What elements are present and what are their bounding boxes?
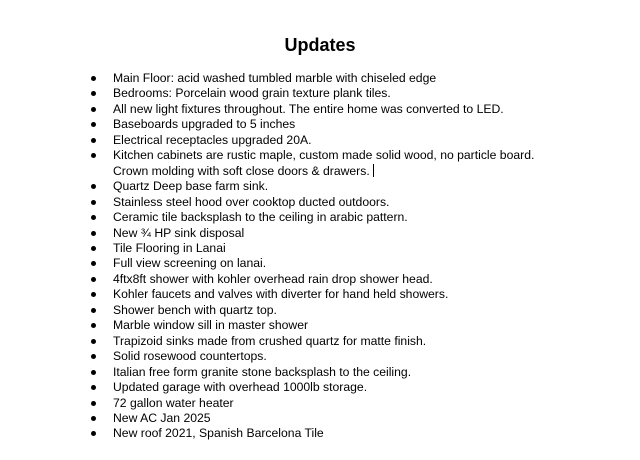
list-item — [0, 86, 640, 101]
list-item-text: Updated garage with overhead 1000lb storage. — [113, 380, 368, 395]
list-item-text: All new light fixtures throughout. The entire home was converted to LED. — [113, 101, 504, 116]
list-item — [0, 226, 640, 241]
list-item — [0, 71, 640, 86]
list-item-text: New roof 2021, Spanish Barcelona Tile — [113, 426, 324, 441]
list-item-text: Quartz Deep base farm sink. — [113, 179, 269, 194]
list-item — [0, 102, 640, 117]
list-item-text: 4ftx8ft shower with kohler overhead rain drop shower head. — [113, 271, 433, 286]
list-item — [0, 396, 640, 411]
list-item-text: Full view screening on lanai. — [113, 256, 267, 271]
list-item-text: Tile Flooring in Lanai — [113, 240, 226, 255]
list-item — [0, 287, 640, 302]
list-item — [0, 195, 640, 210]
list-item-text: Trapizoid sinks made from crushed quartz for matte finish. — [113, 333, 427, 348]
document-title: Updates — [284, 35, 356, 55]
list-item-text: Shower bench with quartz top. — [113, 302, 277, 317]
list-item-text: Solid rosewood countertops. — [113, 349, 267, 364]
list-item — [0, 256, 640, 271]
list-item — [0, 179, 640, 194]
list-item — [0, 117, 640, 132]
list-item — [0, 365, 640, 380]
list-item — [0, 334, 640, 349]
list-item — [0, 411, 640, 426]
list-item-text: New AC Jan 2025 — [113, 410, 211, 425]
list-item-text: Electrical receptacles upgraded 20A. — [113, 132, 312, 147]
list-item — [0, 380, 640, 395]
text-cursor — [373, 164, 375, 177]
list-item-text: Italian free form granite stone backsplash to the ceiling. — [113, 364, 412, 379]
list-item — [0, 318, 640, 333]
list-item-text: Baseboards upgraded to 5 inches — [113, 117, 296, 132]
list-item-text: Ceramic tile backsplash to the ceiling in arabic pattern. — [113, 210, 408, 225]
list-item — [0, 241, 640, 256]
list-item-text: New ¾ HP sink disposal — [113, 225, 245, 240]
updates-bullet-list — [0, 71, 640, 442]
list-item — [0, 210, 640, 225]
list-item-text: Marble window sill in master shower — [113, 318, 309, 333]
list-item — [0, 426, 640, 441]
list-item — [0, 272, 640, 287]
list-item — [0, 148, 640, 179]
list-item-text: Kitchen cabinets are rustic maple, custom made solid wood, no particle board. Crown molding with soft close doors & drawers. — [113, 148, 535, 178]
list-item-text: 72 gallon water heater — [113, 395, 234, 410]
list-item — [0, 349, 640, 364]
list-item-text: Main Floor: acid washed tumbled marble with chiseled edge — [113, 71, 437, 85]
list-item-text: Bedrooms: Porcelain wood grain texture plank tiles. — [113, 86, 391, 101]
list-item — [0, 133, 640, 148]
list-item-text: Stainless steel hood over cooktop ducted outdoors. — [113, 194, 390, 209]
list-item — [0, 303, 640, 318]
list-item-text: Kohler faucets and valves with diverter for hand held showers. — [113, 287, 449, 302]
